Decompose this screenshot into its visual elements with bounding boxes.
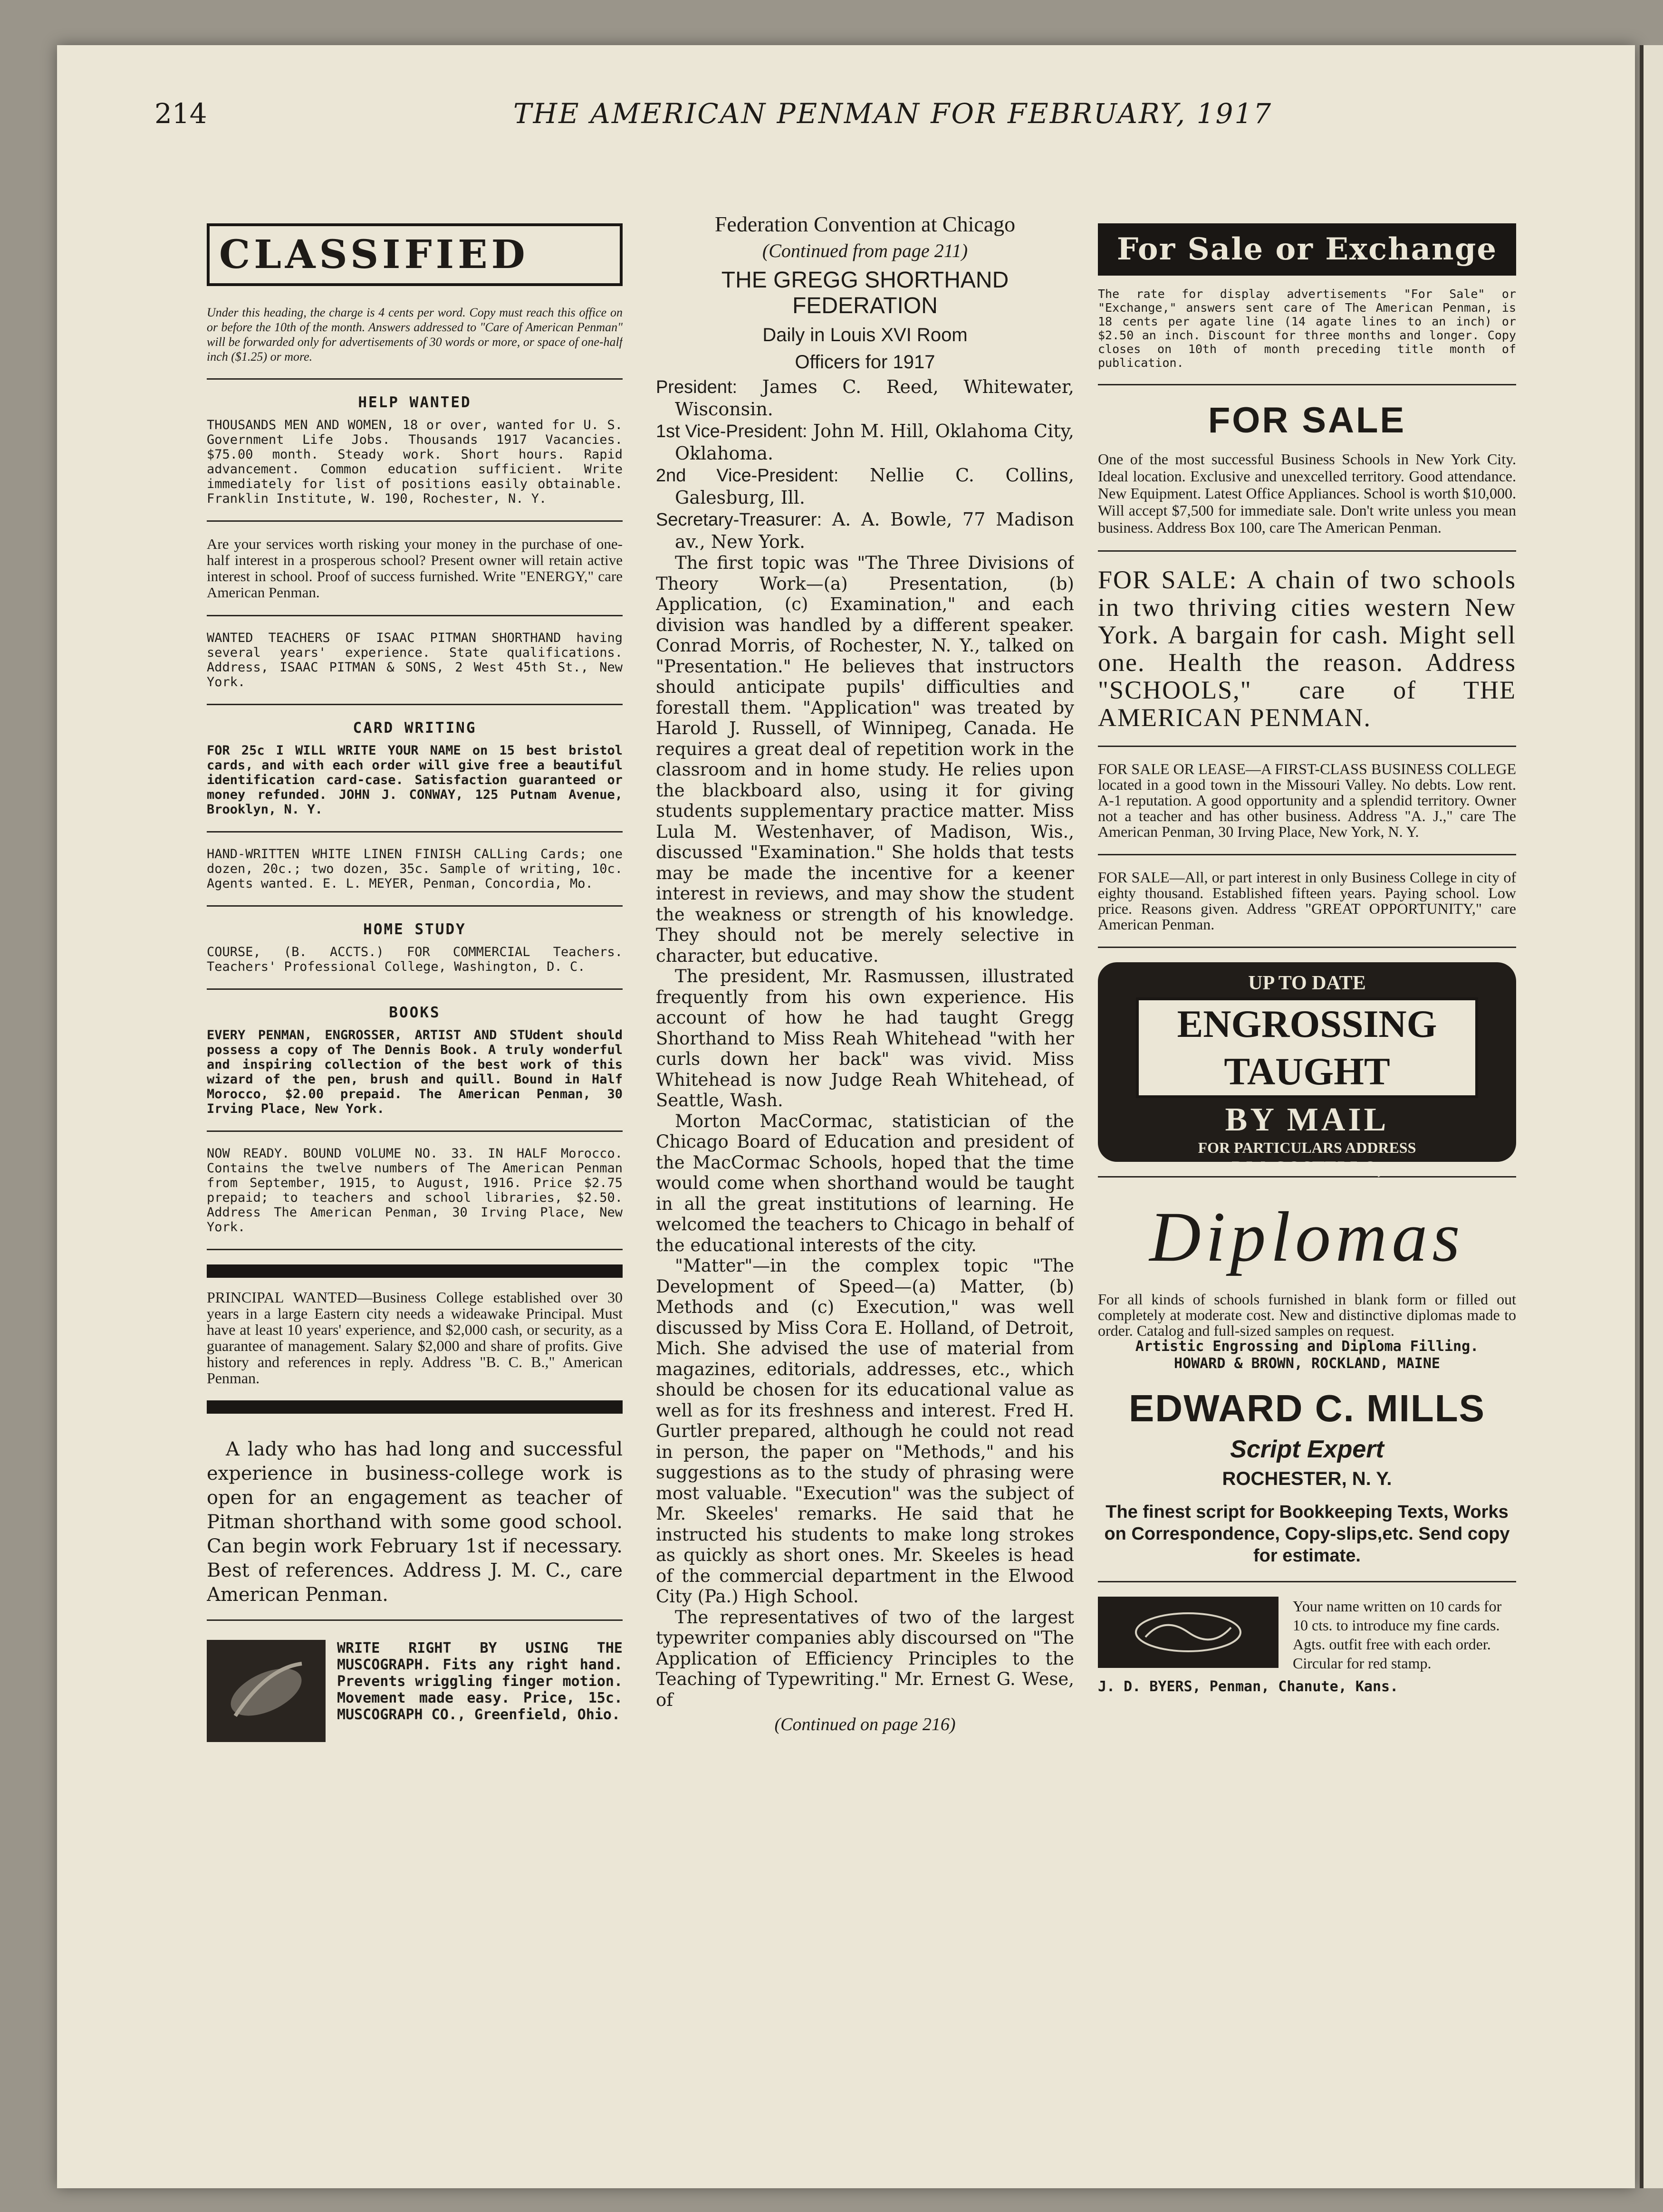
- officer-1st-vice: 1st Vice-President: John M. Hill, Oklahoma City, Oklahoma.: [656, 421, 1074, 464]
- divider: [207, 704, 623, 705]
- classified-column: [207, 223, 623, 1742]
- section-heading-card-writing: CARD WRITING: [353, 719, 477, 737]
- divider: [207, 378, 623, 380]
- engrossing-ad: [1098, 962, 1516, 1199]
- diplomas-address: HOWARD & BROWN, ROCKLAND, MAINE: [1174, 1355, 1440, 1372]
- engrossing-title: ENGROSSING TAUGHT: [1136, 997, 1478, 1098]
- thick-rule: [207, 1400, 623, 1414]
- article-paragraph: The first topic was "The Three Divisions of Theory Work—(a) Presentation, (b) Application, (c) Examination," and each division was handled by a different speaker. Conrad Morris, of Rochester, N. Y., talked on "Presentation." He believes that instructors should anticipate pupils' difficulties and forestall them. "Application" was treated by Harold J. Russell, of Winnipeg, Canada. He requires a great deal of repetition work in the classroom and in home study. He relies upon the blackboard also, using it for giving students supplementary practice matter. Miss Lula M. Westenhaver, of Madison, Wis., discussed "Examination." She holds that tests may be made the incentive for a keener interest in reviews, and may show the student the weakness or strength of his knowledge. They should not be merely selective in character, but educative.: [656, 553, 1074, 966]
- for-sale-heading: FOR SALE: [1208, 400, 1406, 440]
- classified-intro: Under this heading, the charge is 4 cents per word. Copy must reach this office on or before the 10th of the month. Answers addressed to "Care of American Penman" will be forwarded only for advertisements of 30 words or more, or space of one-half inch ($1.25) or more.: [207, 306, 623, 364]
- ad-conway-cards: FOR 25c I WILL WRITE YOUR NAME on 15 best bristol cards, and with each order will give free a beautiful identification card-case. Satisfaction guaranteed or money refunded. JOHN J. CONWAY, 125 Putnam Avenue, Brooklyn, N. Y.: [207, 743, 623, 817]
- engrossing-line: P.W. COSTELLO,: [1231, 1157, 1383, 1178]
- officer-2nd-vice: 2nd Vice-President: Nellie C. Collins, Galesburg, Ill.: [656, 465, 1074, 508]
- officers-list: [656, 376, 1074, 553]
- ad-energy: Are your services worth risking your money in the purchase of one-half interest in a prosperous school? Present owner will retain active interest in school. Proof of success furnished. Write "ENERGY," care American Penman.: [207, 536, 623, 601]
- article-paragraph: The representatives of two of the largest typewriter companies ably discoursed on "The Application of Efficiency Principles to the Teaching of Typewriting." Mr. Ernest G. Wese, of: [656, 1607, 1074, 1710]
- facing-page-edge: [1640, 45, 1663, 2188]
- section-heading-help-wanted: HELP WANTED: [358, 394, 471, 411]
- ad-pitman-teachers: WANTED TEACHERS OF ISAAC PITMAN SHORTHAND having several years' experience. State qualifications. Address, ISAAC PITMAN & SONS, 2 West 45th St., New York.: [207, 631, 623, 689]
- divider: [207, 520, 623, 522]
- divider: [207, 831, 623, 833]
- muscograph-image: [207, 1640, 326, 1742]
- mills-subtitle: Script Expert: [1230, 1436, 1384, 1463]
- ad-chain-of-schools: FOR SALE: A chain of two schools in two thriving cities western New York. A bargain for cash. Might sell one. Health the reason. Address "SCHOOLS," care of THE AMERICAN PENMAN.: [1098, 565, 1516, 732]
- divider: [1098, 947, 1516, 948]
- ad-bound-volume: NOW READY. BOUND VOLUME NO. 33. IN HALF Morocco. Contains the twelve numbers of The American Penman from September, 1915, to August, 1916. Price $2.75 prepaid; to teachers and school libraries, $2.50. Address The American Penman, 30 Irving Place, New York.: [207, 1146, 623, 1235]
- continued-on: (Continued on page 216): [774, 1714, 956, 1734]
- divider: [207, 615, 623, 616]
- thick-rule: [207, 1264, 623, 1278]
- byers-card-image: [1098, 1597, 1278, 1668]
- ad-great-opportunity: FOR SALE—All, or part interest in only Business College in city of eighty thousand. Established fifteen years. Paying school. Low price. Reasons given. Address "GREAT OPPORTUNITY," care American Penman.: [1098, 869, 1516, 933]
- divider: [1098, 1581, 1516, 1582]
- section-heading-books: BOOKS: [389, 1004, 441, 1021]
- ad-government-jobs: THOUSANDS MEN AND WOMEN, 18 or over, wanted for U. S. Government Life Jobs. Thousands 1917 Vacancies. $75.00 month. Steady work. Short hours. Rapid advancement. Common education sufficient. Write immediately for list of positions easily obtainable. Franklin Institute, W. 190, Rochester, N. Y.: [207, 418, 623, 506]
- ad-dennis-book: EVERY PENMAN, ENGROSSER, ARTIST AND STUdent should possess a copy of The Dennis Book. A truly wonderful and inspiring collection of the best work of this wizard of the pen, brush and quill. Bound in Half Morocco, $2.00 prepaid. The American Penman, 30 Irving Place, New York.: [207, 1028, 623, 1116]
- diplomas-title: Diplomas: [1149, 1197, 1465, 1276]
- article-column: [656, 211, 1074, 1735]
- engrossing-line: UP TO DATE: [1248, 972, 1366, 994]
- byers-text: Your name written on 10 cards for 10 cts. to introduce my fine cards. Agts. outfit free with each order. Circular for red stamp.: [1293, 1598, 1502, 1672]
- article-subtitle: THE GREGG SHORTHAND FEDERATION: [721, 268, 1009, 318]
- ad-lady-teacher: A lady who has had long and successful experience in business-college work is open for an engagement as teacher of Pitman shorthand with some good school. Can begin work February 1st if necessary. Best of references. Address J. M. C., care American Penman.: [207, 1438, 623, 1606]
- article-paragraph: The president, Mr. Rasmussen, illustrated frequently from his own experience. His account of how he had taught Gregg Shorthand to Miss Reah Whitehead "with her curls down her back" was vivid. Miss Whitehead is now Judge Reah Whitehead, of Seattle, Wash.: [656, 966, 1074, 1111]
- section-heading-home-study: HOME STUDY: [363, 921, 466, 938]
- ad-home-study: COURSE, (B. ACCTS.) FOR COMMERCIAL Teachers. Teachers' Professional College, Washington, D. C.: [207, 945, 623, 974]
- divider: [207, 1130, 623, 1132]
- article-paragraph: Morton MacCormac, statistician of the Chicago Board of Education and president of the MacCormac Schools, hoped that the time would come when shorthand would be taught in all the great institutions of learning. He welcomed the teachers to Chicago in behalf of the educational interests of the city.: [656, 1111, 1074, 1255]
- engrossing-line: BY MAIL: [1225, 1101, 1389, 1138]
- page-number: 214: [154, 97, 207, 130]
- for-sale-intro: The rate for display advertisements "For Sale" or "Exchange," answers sent care of The American Penman, is 18 cents per agate line (14 agate lines to an inch) or $2.50 an inch. Discount for three months and longer. Copy closes on 10th of month preceding title month of publication.: [1098, 287, 1516, 370]
- divider: [1098, 854, 1516, 855]
- ad-missouri-college: FOR SALE OR LEASE—A FIRST-CLASS BUSINESS COLLEGE located in a good town in the Missouri Valley. No debts. Low rent. A-1 reputation. A good opportunity and a splendid territory. Owner not a teacher and has other business. Address "A. J.," care The American Penman, 30 Irving Place, New York, N. Y.: [1098, 760, 1516, 840]
- divider: [1098, 550, 1516, 552]
- byers-address: J. D. BYERS, Penman, Chanute, Kans.: [1098, 1678, 1399, 1695]
- divider: [1098, 746, 1516, 747]
- byers-ad: [1098, 1597, 1516, 1673]
- continued-from: (Continued from page 211): [762, 240, 968, 261]
- diplomas-text: For all kinds of schools furnished in blank form or filled out completely at moderate cost. New and distinctive diplomas made to order. Catalog and full-sized samples on request.: [1098, 1291, 1516, 1339]
- divider: [1098, 384, 1516, 385]
- article-title: Federation Convention at Chicago: [714, 212, 1016, 236]
- muscograph-text: WRITE RIGHT BY USING THE MUSCOGRAPH. Fits any right hand. Prevents wriggling finger motion. Movement made easy. Price, 15c. MUSCOGRAPH CO., Greenfield, Ohio.: [337, 1640, 623, 1723]
- ad-principal-wanted: PRINCIPAL WANTED—Business College established over 30 years in a large Eastern city needs a wideawake Principal. Must have at least 10 years' experience, and $2,000 cash, or security, as a guarantee of management. Salary $2,000 and share of profits. Give history and references in reply. Address "B. C. B.," American Penman.: [207, 1289, 623, 1387]
- divider: [207, 988, 623, 990]
- ad-ny-business-school: One of the most successful Business Schools in New York City. Ideal location. Exclusive and unexcelled territory. Good attendance. New Equipment. Latest Office Appliances. School is worth $10,000. Will accept $7,500 for immediate sale. Don't write unless you mean business. Address Box 100, care The American Penman.: [1098, 450, 1516, 536]
- mills-text: The finest script for Bookkeeping Texts, Works on Correspondence, Copy-slips,etc. Send copy for estimate.: [1104, 1502, 1510, 1566]
- divider: [207, 1619, 623, 1621]
- officer-secretary: Secretary-Treasurer: A. A. Bowle, 77 Madison av., New York.: [656, 509, 1074, 552]
- ad-meyer-cards: HAND-WRITTEN WHITE LINEN FINISH CALLing Cards; one dozen, 20c.; two dozen, 35c. Sample of writing, 10c. Agents wanted. E. L. MEYER, Penman, Concordia, Mo.: [207, 847, 623, 891]
- engrossing-line: FOR PARTICULARS ADDRESS: [1198, 1139, 1416, 1156]
- room-line: Daily in Louis XVI Room: [762, 325, 968, 345]
- for-sale-exchange-banner: For Sale or Exchange: [1098, 223, 1516, 276]
- diplomas-sub: Artistic Engrossing and Diploma Filling.: [1135, 1338, 1479, 1355]
- officer-president: President: James C. Reed, Whitewater, Wisconsin.: [656, 376, 1074, 420]
- running-title: THE AMERICAN PENMAN FOR FEBRUARY, 1917: [513, 97, 1273, 130]
- mills-city: ROCHESTER, N. Y.: [1222, 1468, 1392, 1489]
- mills-name: EDWARD C. MILLS: [1129, 1387, 1485, 1429]
- engrossing-line: SCRANTON, PA.: [1238, 1179, 1376, 1199]
- article-paragraph: "Matter"—in the complex topic "The Development of Speed—(a) Matter, (b) Methods and (c) Execution," was well discussed by Miss Cora E. Holland, of Detroit, Mich. She advised the use of material from magazines, editorials, addresses, etc., which should be chosen for its educational value as well as for its freshness and interest. Fred H. Gurtler prepared, although he could not read in person, the paper on "Methods," and his suggestions as to the study of phrasing were most valuable. "Execution" was the subject of Mr. Skeeles' remarks. He said that he instructed his students to make long strokes as quickly as short ones. Mr. Skeeles is head of the commercial department in the Elwood City (Pa.) High School.: [656, 1255, 1074, 1607]
- divider: [207, 1249, 623, 1250]
- classified-banner: CLASSIFIED: [207, 223, 623, 286]
- for-sale-column: [1098, 223, 1516, 1695]
- divider: [207, 905, 623, 907]
- ad-muscograph: [207, 1640, 623, 1742]
- officers-heading: Officers for 1917: [795, 352, 935, 373]
